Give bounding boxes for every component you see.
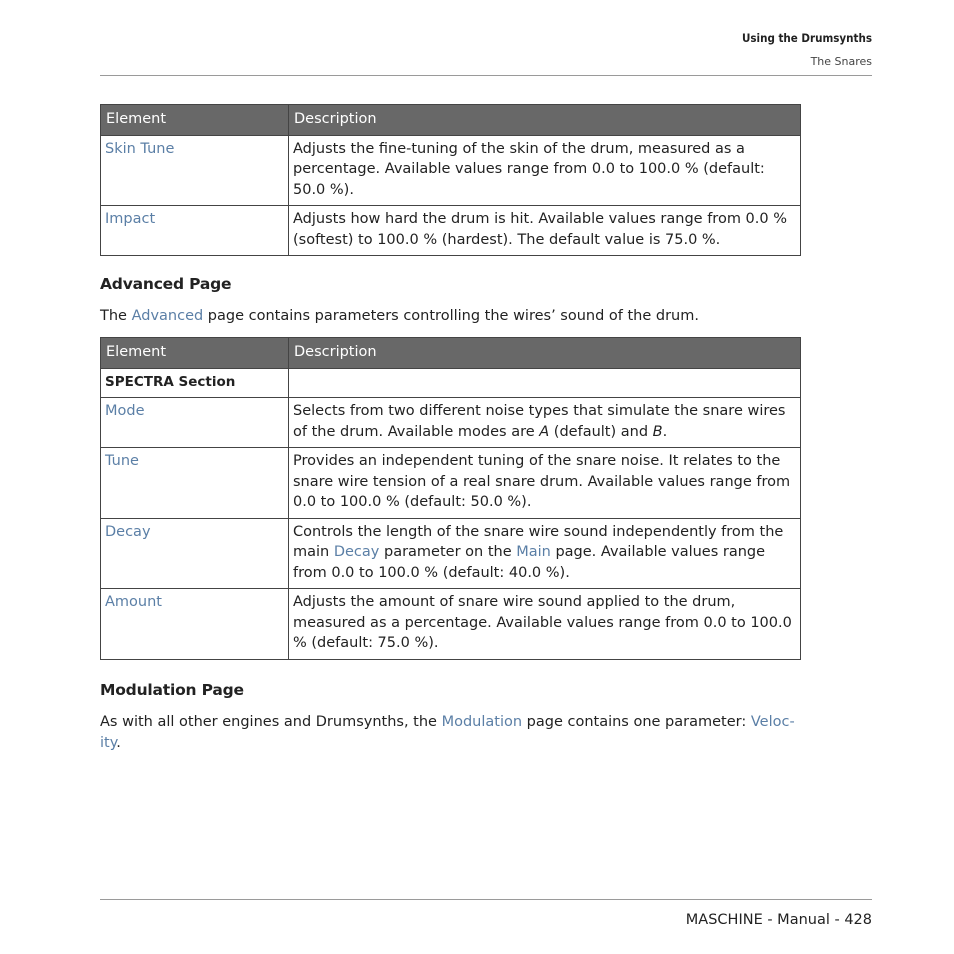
parameter-table-main (100, 104, 801, 256)
header-divider (100, 75, 872, 76)
param-link-tune[interactable]: Tune (105, 453, 139, 469)
param-link-amount[interactable]: Amount (105, 594, 162, 610)
column-header-element: Element (101, 105, 289, 136)
section-label-spectra: SPECTRA Section (105, 373, 236, 390)
param-link-skin-tune[interactable]: Skin Tune (105, 140, 175, 157)
column-header-element: Element (101, 338, 289, 369)
advanced-page-intro (100, 306, 804, 327)
empty-cell (289, 368, 801, 398)
param-description: Adjusts the amount of snare wire sound applied to the drum, measured as a percentage. Available values range from 0.0 to 100.0 % (default: 75.0 %). (289, 589, 801, 660)
running-header-section: The Snares (810, 55, 872, 68)
body-text: . (116, 734, 121, 751)
footer-divider (100, 899, 872, 900)
modulation-page-heading: Modulation Page (100, 681, 244, 699)
page-footer: MASCHINE - Manual - 428 (685, 912, 872, 928)
table-header-row (101, 338, 801, 369)
desc-text: parameter on the (379, 544, 517, 560)
column-header-description: Description (289, 338, 801, 369)
desc-text: Selects from two different noise types that simulate the snare wires of the drum. Available modes are (293, 403, 786, 440)
table-section-row (101, 368, 801, 398)
desc-text: page. Available values range from 0.0 to 100.0 % (default: 40.0 %). (293, 544, 766, 581)
param-description: Provides an independent tuning of the snare noise. It relates to the snare wire tension of a real snare drum. Available values range from 0.0 to 100.0 % (default: 50.0 %). (289, 448, 801, 519)
table-row (101, 518, 801, 589)
table-row (101, 448, 801, 519)
param-description: Adjusts the fine-tuning of the skin of the drum, measured as a percentage. Available values range from 0.0 to 100.0 % (default: 50.0 %). (289, 135, 801, 206)
velocity-link-part1[interactable]: Veloc- (750, 714, 795, 730)
running-header-chapter: Using the Drumsynths (742, 31, 872, 45)
advanced-link[interactable]: Advanced (131, 308, 204, 324)
table-row (101, 398, 801, 448)
desc-text: . (662, 423, 668, 440)
body-text: As with all other engines and Drumsynths, the (100, 714, 442, 730)
param-description (289, 518, 801, 589)
parameter-table-advanced (100, 337, 801, 660)
intro-text: page contains parameters controlling the wires’ sound of the drum. (203, 308, 699, 324)
modulation-page-text (100, 712, 804, 753)
param-link-impact[interactable]: Impact (105, 211, 156, 227)
body-text: page contains one parameter: (522, 714, 751, 730)
main-page-link[interactable]: Main (516, 544, 551, 560)
param-link-decay[interactable]: Decay (105, 523, 151, 540)
mode-value-b: B (652, 423, 663, 440)
param-description (289, 398, 801, 448)
desc-text: (default) and (549, 423, 653, 440)
param-description: Adjusts how hard the drum is hit. Available values range from 0.0 % (softest) to 100.0 % (hardest). The default value is 75.0 %. (289, 206, 801, 256)
table-row (101, 589, 801, 660)
decay-inline-link[interactable]: Decay (333, 544, 380, 560)
table-row (101, 135, 801, 206)
desc-text: Controls the length of the snare wire sound independently from the main (293, 523, 784, 560)
column-header-description: Description (289, 105, 801, 136)
modulation-link[interactable]: Modulation (441, 714, 523, 730)
param-link-mode[interactable]: Mode (105, 403, 145, 419)
table-row (101, 206, 801, 256)
table-header-row (101, 105, 801, 136)
mode-value-a: A (539, 423, 550, 440)
intro-text: The (100, 308, 132, 324)
advanced-page-heading: Advanced Page (100, 275, 232, 293)
velocity-link-part2[interactable]: ity (100, 734, 117, 751)
